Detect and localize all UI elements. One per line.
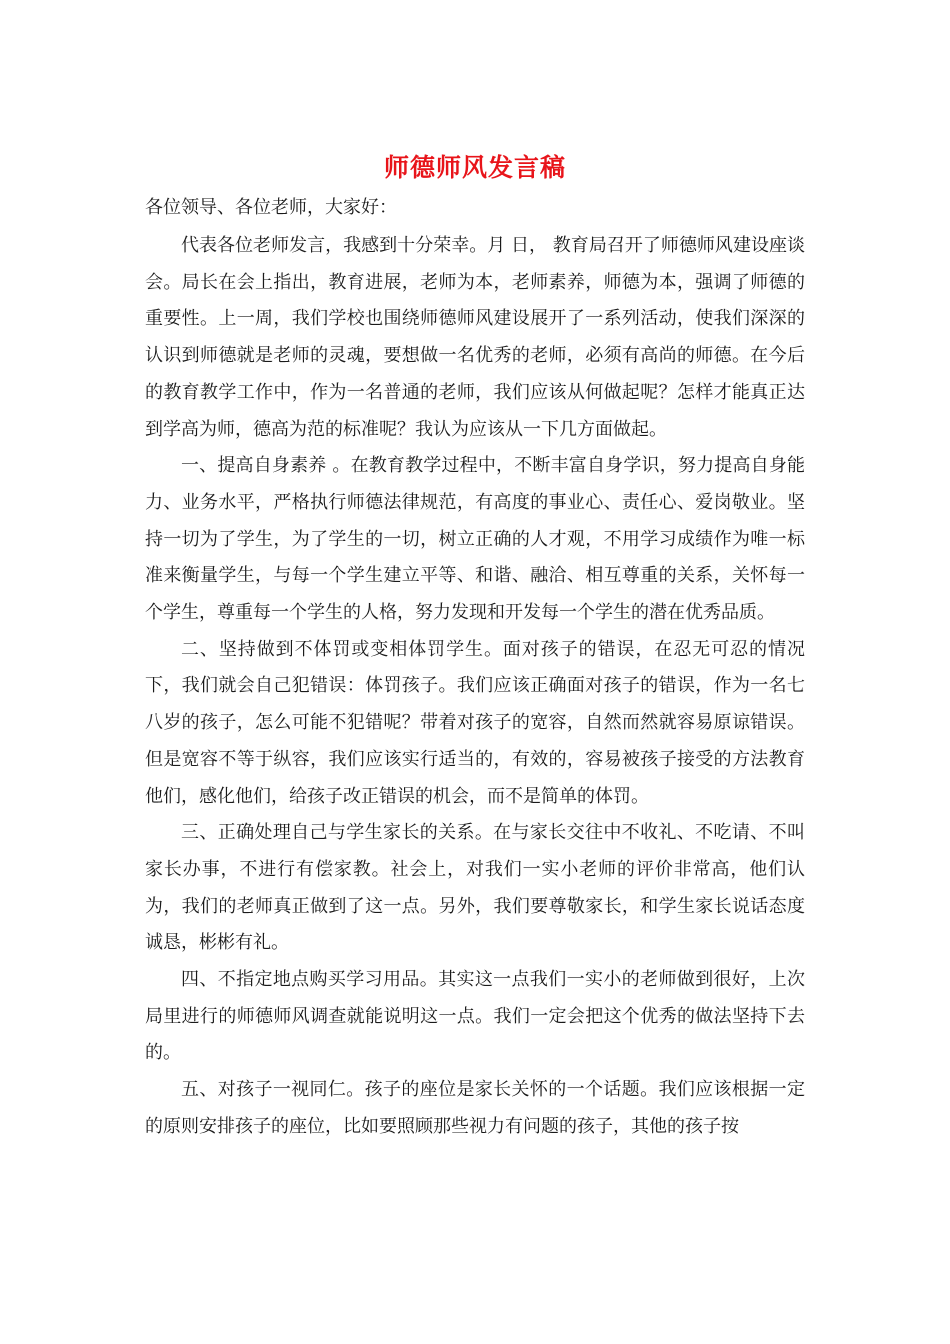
paragraph-point-3: 三、正确处理自己与学生家长的关系。在与家长交往中不收礼、不吃请、不叫家长办事，不进行有偿家教。社会上，对我们一实小老师的评价非常高，他们认为，我们的老师真正做到了这一点。另外，我们要尊敬家长，和学生家长说话态度诚恳，彬彬有礼。 [145, 822, 805, 954]
document-title: 师德师风发言稿 [383, 153, 566, 182]
paragraph-intro: 代表各位老师发言，我感到十分荣幸。月 日， 教育局召开了师德师风建设座谈会。局长在会上指出，教育进展，老师为本，老师素养，师德为本，强调了师德的重要性。上一周，我们学校也围绕师德师风建设展开了一系列活动，使我们深深的认识到师德就是老师的灵魂，要想做一名优秀的老师，必须有高尚的师德。在今后的教育教学工作中，作为一名普通的老师，我们应该从何做起呢？怎样才能真正达到学高为师，德高为范的标准呢？我认为应该从一下几方面做起。 [145, 235, 805, 440]
paragraph-point-4: 四、不指定地点购买学习用品。其实这一点我们一实小的老师做到很好，上次局里进行的师德师风调查就能说明这一点。我们一定会把这个优秀的做法坚持下去的。 [145, 969, 805, 1064]
paragraph-point-2: 二、坚持做到不体罚或变相体罚学生。面对孩子的错误，在忍无可忍的情况下，我们就会自己犯错误：体罚孩子。我们应该正确面对孩子的错误，作为一名七八岁的孩子，怎么可能不犯错呢？带着对孩子的宽容，自然而然就容易原谅错误。但是宽容不等于纵容，我们应该实行适当的，有效的，容易被孩子接受的方法教育他们，感化他们，给孩子改正错误的机会，而不是简单的体罚。 [145, 638, 805, 807]
document-body [145, 150, 805, 1146]
greeting: 各位领导、各位老师，大家好： [145, 197, 397, 218]
paragraph-point-5: 五、对孩子一视同仁。孩子的座位是家长关怀的一个话题。我们应该根据一定的原则安排孩子的座位，比如要照顾那些视力有问题的孩子，其他的孩子按 [145, 1079, 805, 1137]
paragraph-point-1: 一、提高自身素养 。在教育教学过程中，不断丰富自身学识，努力提高自身能力、业务水平，严格执行师德法律规范，有高度的事业心、责任心、爱岗敬业。坚持一切为了学生，为了学生的一切，树立正确的人才观，不用学习成绩作为唯一标准来衡量学生，与每一个学生建立平等、和谐、融洽、相互尊重的关系，关怀每一个学生，尊重每一个学生的人格，努力发现和开发每一个学生的潜在优秀品质。 [145, 455, 805, 624]
